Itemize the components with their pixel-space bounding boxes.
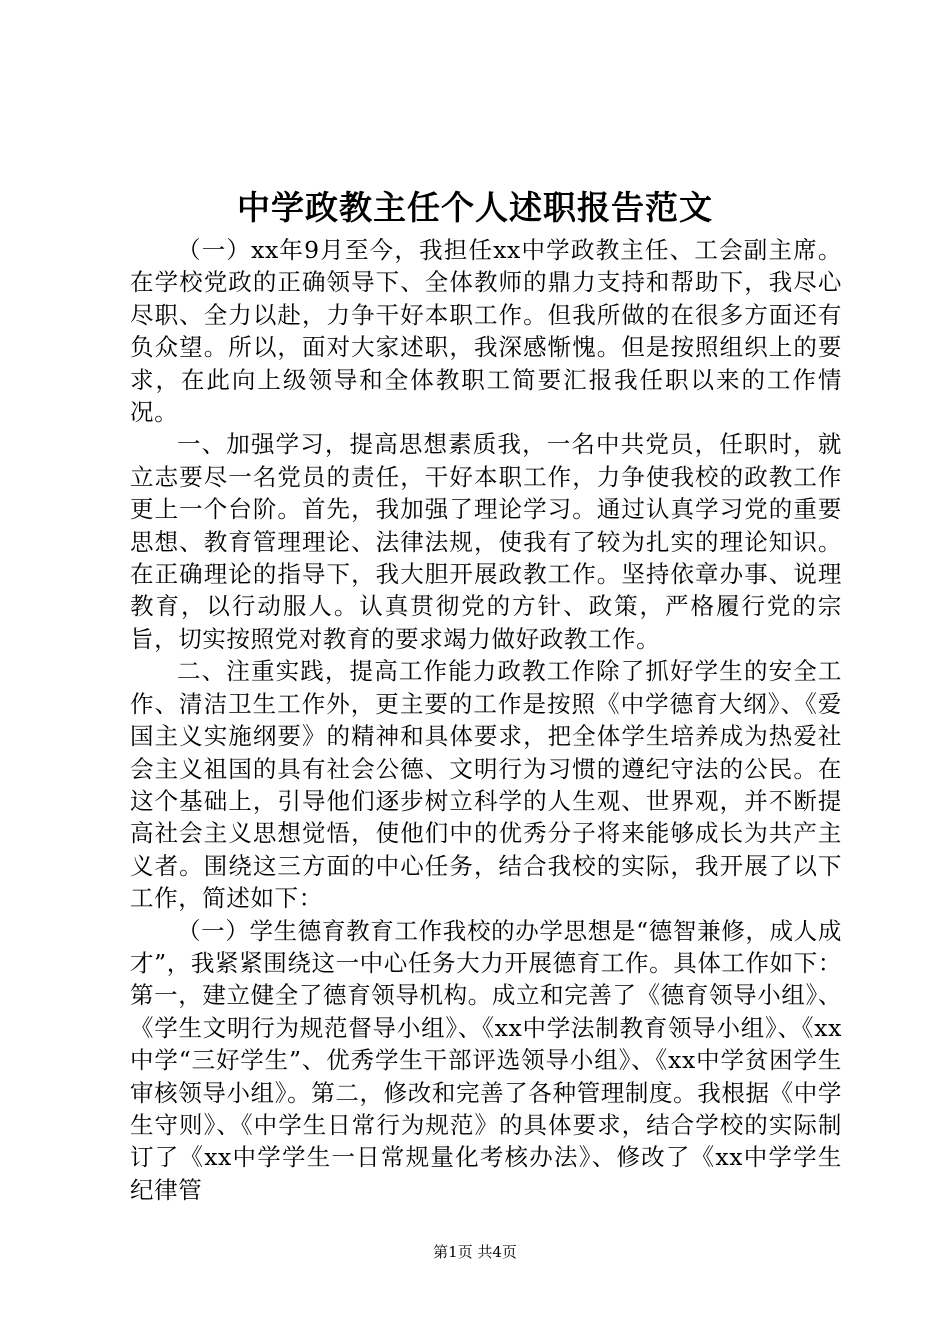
paragraph-section-2: 二、注重实践，提高工作能力政教工作除了抓好学生的安全工作、清洁卫生工作外，更主要的工作是按照《中学德育大纲》、《爱国主义实施纲要》的精神和具体要求，把全体学生培养成为热爱社会主义祖国的具有社会公德、文明行为习惯的遵纪守法的公民。在这个基础上，引导他们逐步树立科学的人生观、世界观，并不断提高社会主义思想觉悟，使他们中的优秀分子将来能够成长为共产主义者。围绕这三方面的中心任务，结合我校的实际，我开展了以下工作，简述如下：: [130, 657, 842, 913]
document-body: [130, 234, 842, 1206]
document-title: 中学政教主任个人述职报告范文: [237, 188, 713, 227]
paragraph-intro: （一）xx年9月至今，我担任xx中学政教主任、工会副主席。在学校党政的正确领导下、全体教师的鼎力支持和帮助下，我尽心尽职、全力以赴，力争干好本职工作。但我所做的在很多方面还有负众望。所以，面对大家述职，我深感惭愧。但是按照组织上的要求，在此向上级领导和全体教职工简要汇报我任职以来的工作情况。: [130, 236, 842, 427]
paragraph-section-1: 一、加强学习，提高思想素质我，一名中共党员，任职时，就立志要尽一名党员的责任，干好本职工作，力争使我校的政教工作更上一个台阶。首先，我加强了理论学习。通过认真学习党的重要思想、教育管理理论、法律法规，使我有了较为扎实的理论知识。在正确理论的指导下，我大胆开展政教工作。坚持依章办事、说理教育，以行动服人。认真贯彻党的方针、政策，严格履行党的宗旨，切实按照党对教育的要求竭力做好政教工作。: [130, 430, 842, 653]
page-number-footer: 第1页 共4页: [433, 1243, 517, 1261]
paragraph-subsection-1: （一）学生德育教育工作我校的办学思想是“德智兼修，成人成才”，我紧紧围绕这一中心任务大力开展德育工作。具体工作如下：第一，建立健全了德育领导机构。成立和完善了《德育领导小组》、《学生文明行为规范督导小组》、《xx中学法制教育领导小组》、《xx中学“三好学生”、优秀学生干部评选领导小组》、《xx中学贫困学生审核领导小组》。第二，修改和完善了各种管理制度。我根据《中学生守则》、《中学生日常行为规范》的具体要求，结合学校的实际制订了《xx中学学生一日常规量化考核办法》、修改了《xx中学学生纪律管: [130, 916, 842, 1204]
